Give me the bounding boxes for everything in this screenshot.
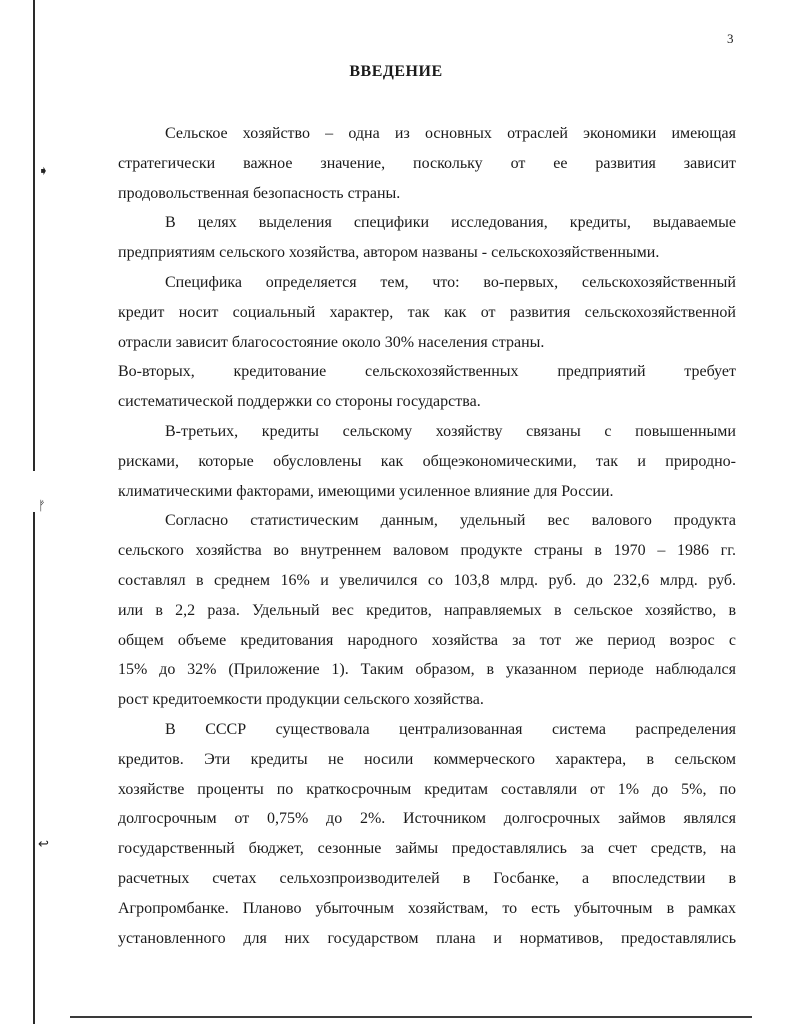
page-number: 3 [727,31,734,46]
scan-edge-line [33,0,35,1024]
text-line: кредитов. Эти кредиты не носили коммерческого характера, в сельском [118,750,736,768]
text-line: Специфика определяется тем, что: во-первых, сельскохозяйственный [165,273,736,291]
text-line: Согласно статистическим данным, удельный вес валового продукта [165,512,736,530]
text-line: или в 2,2 раза. Удельный вес кредитов, направляемых в сельское хозяйство, в [118,601,736,619]
page-title: ВВЕДЕНИЕ [349,63,443,80]
text-line: сельского хозяйства во внутреннем валовом продукте страны в 1970 – 1986 гг. [118,542,736,560]
text-line: установленного для них государством плана и нормативов, предоставлялись [118,929,736,947]
text-line: систематической поддержки со стороны государства. [118,393,481,411]
text-line: расчетных счетах сельхозпроизводителей в Госбанке, а впоследствии в [118,869,736,887]
text-line: климатическими факторами, имеющими усиленное влияние для России. [118,482,614,500]
text-line: Агропромбанке. Планово убыточным хозяйствам, то есть убыточным в рамках [118,899,736,917]
text-line: общем объеме кредитования народного хозяйства за тот же период возрос с [118,631,736,649]
text-line: хозяйстве проценты по краткосрочным кредитам составляли от 1% до 5%, по [118,780,736,798]
text-line: стратегически важное значение, поскольку от ее развития зависит [118,154,736,172]
text-line: государственный бюджет, сезонные займы предоставлялись за счет средств, на [118,840,736,858]
text-line: 15% до 32% (Приложение 1). Таким образом, в указанном периоде наблюдался [118,661,736,679]
scan-hook-mark-icon: ↩ [38,837,49,852]
text-line: предприятиям сельского хозяйства, автором названы - сельскохозяйственными. [118,244,660,262]
text-line: отрасли зависит благосостояние около 30% населения страны. [118,333,545,351]
text-line: кредит носит социальный характер, так как от развития сельскохозяйственной [118,303,736,321]
text-line: составлял в среднем 16% и увеличился со 103,8 млрд. руб. до 232,6 млрд. руб. [118,571,736,589]
text-line: В целях выделения специфики исследования, кредиты, выдаваемые [165,214,736,232]
scan-tick-mark-icon: ᚠ [38,499,46,514]
text-line: долгосрочным от 0,75% до 2%. Источником долгосрочных займов являлся [118,810,736,828]
text-line: В-третьих, кредиты сельскому хозяйству связаны с повышенными [165,422,736,440]
text-line: продовольственная безопасность страны. [118,184,401,202]
scan-arrow-mark-icon: ➧ [38,164,49,179]
text-line: рисками, которые обусловлены как общеэкономическими, так и природно- [118,452,736,470]
scan-bottom-rule [70,1016,752,1018]
text-line: Сельское хозяйство – одна из основных отраслей экономики имеющая [165,125,736,142]
document-body [118,119,736,953]
text-line: рост кредитоемкости продукции сельского хозяйства. [118,691,484,709]
text-line: Во-вторых, кредитование сельскохозяйственных предприятий требует [118,363,736,381]
text-line: В СССР существовала централизованная система распределения [165,720,736,738]
